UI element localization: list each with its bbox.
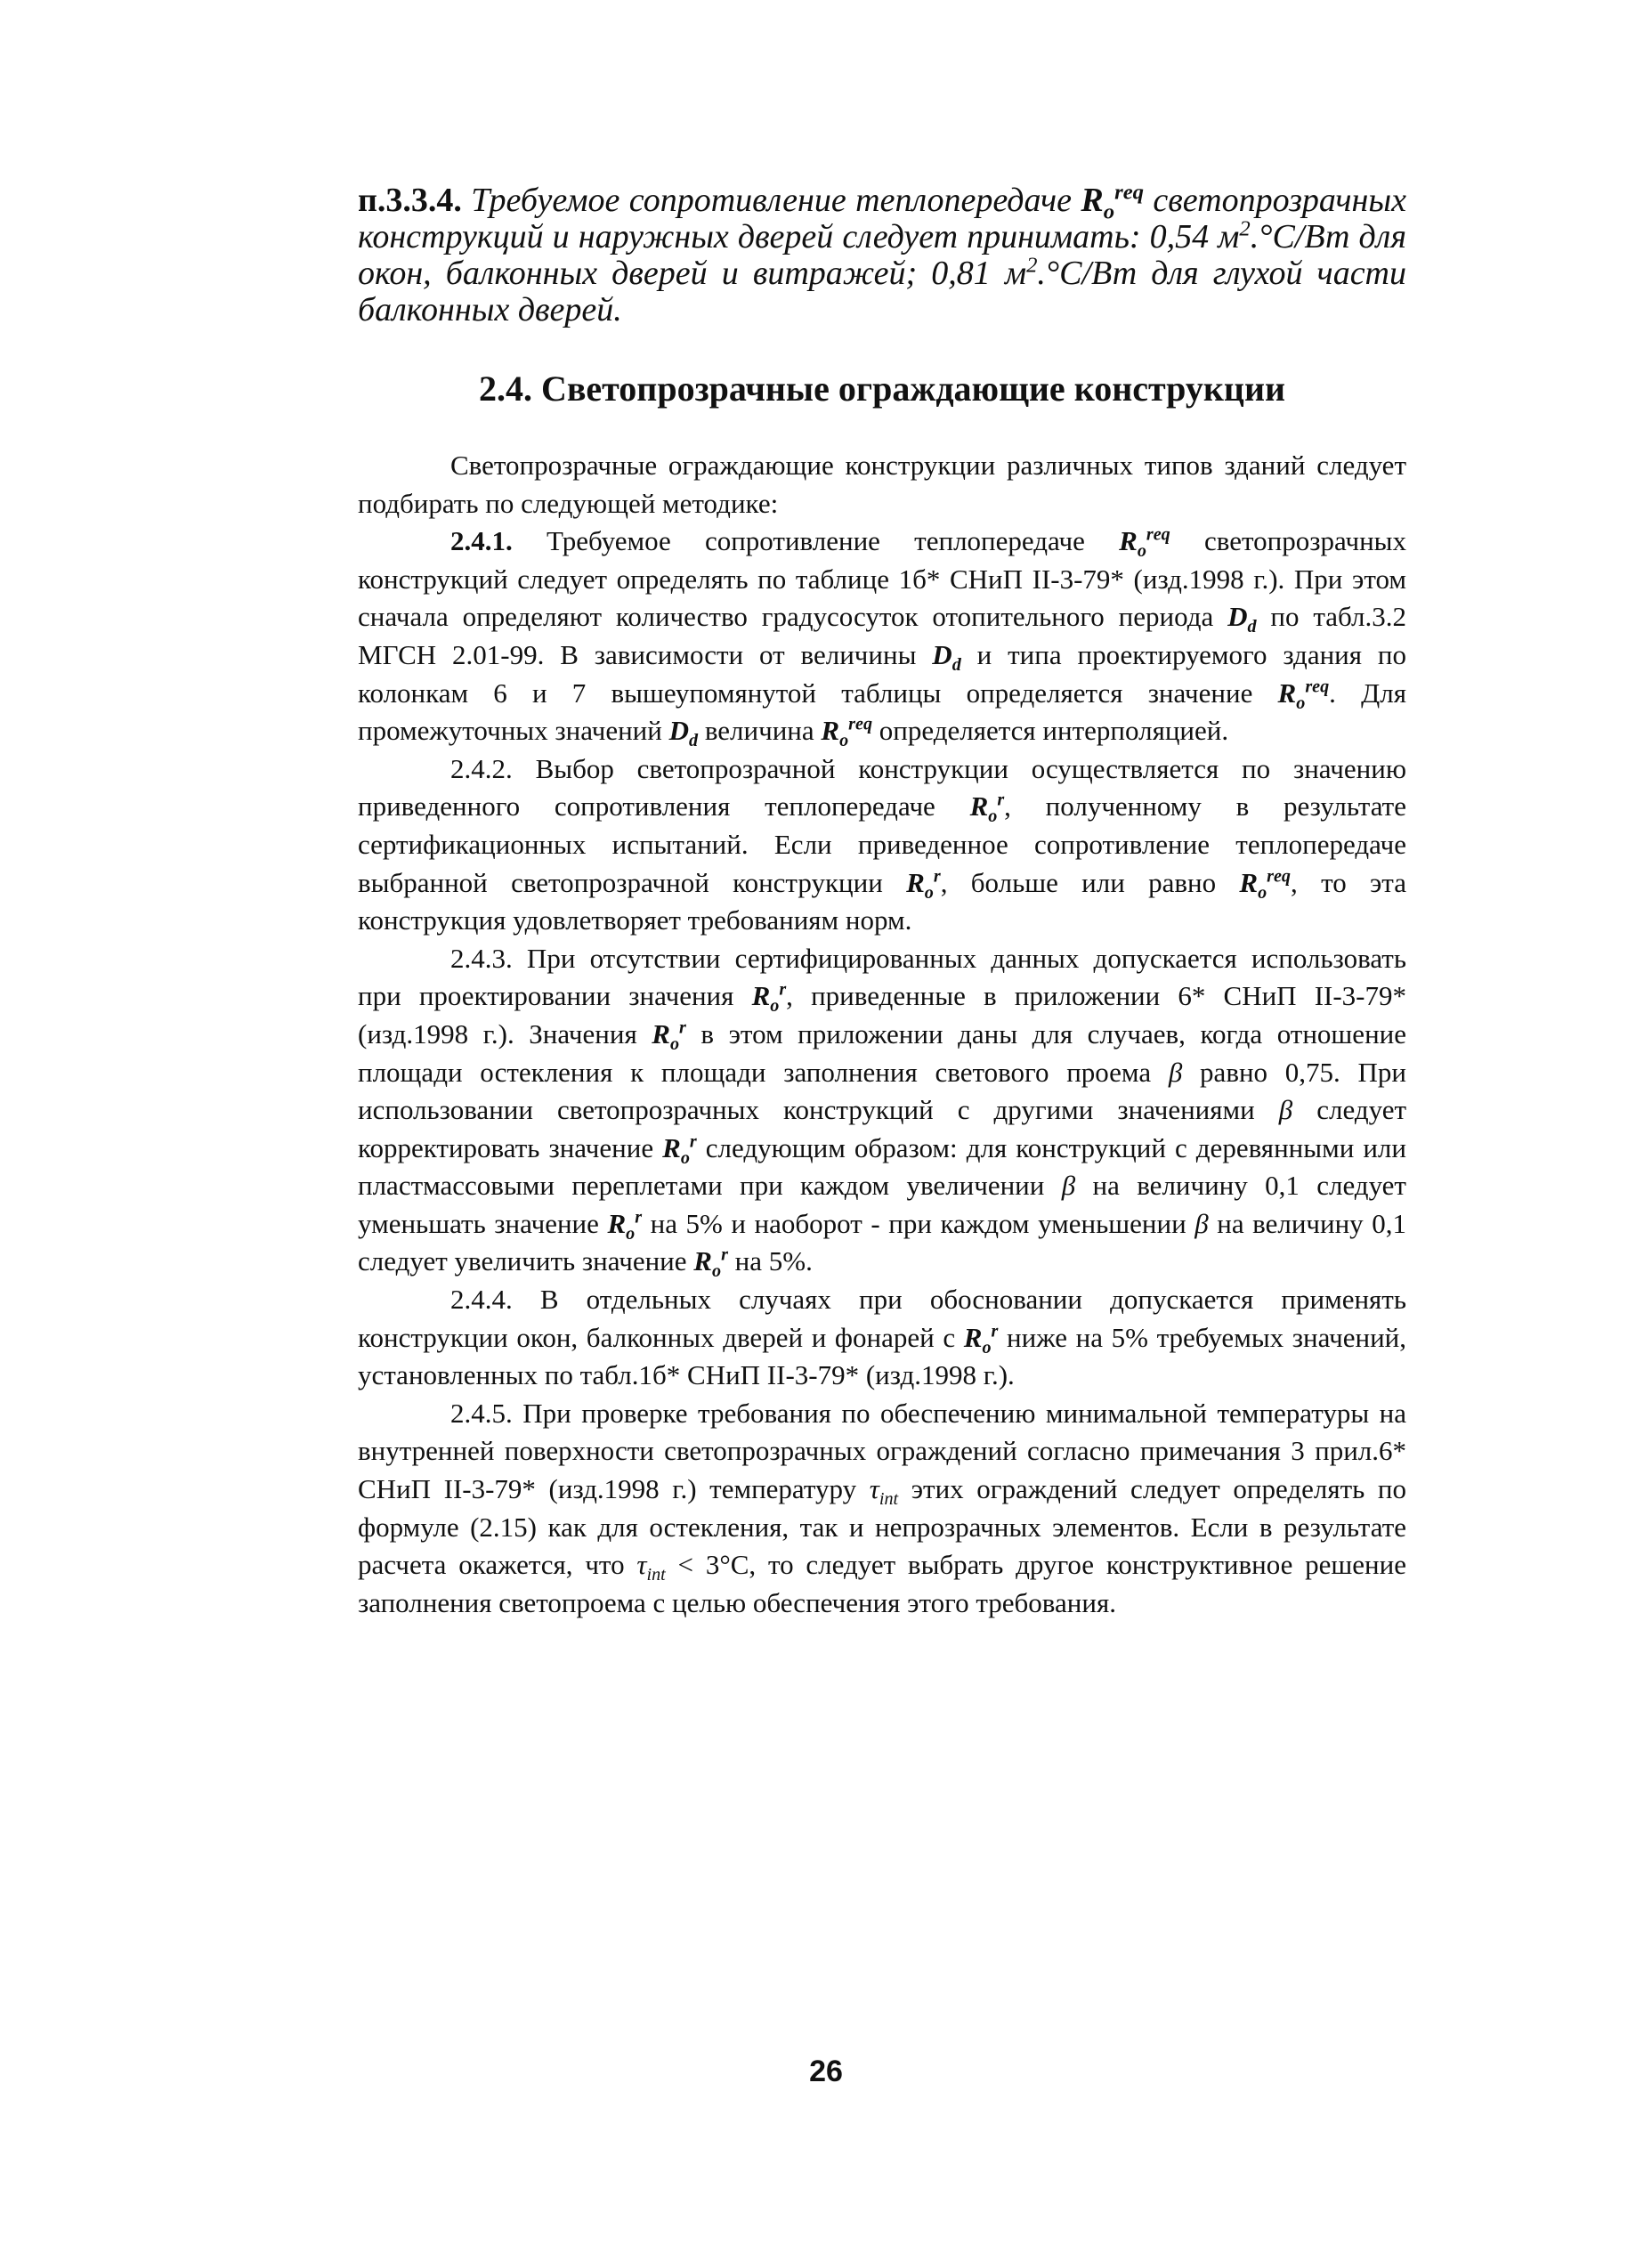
paragraph-number: 2.4.3.	[450, 942, 513, 974]
section-intro: Светопрозрачные ограждающие конструкции различных типов зданий следует подбирать по следующей методике:	[358, 450, 1406, 519]
clause-number: п.3.3.4.	[358, 182, 462, 219]
paragraph-number: 2.4.5.	[450, 1397, 513, 1429]
symbol-r-r: $R_o^r$	[662, 1131, 697, 1168]
page-number: 26	[809, 2055, 843, 2088]
symbol-r-r: $R_o^r$	[751, 979, 787, 1017]
paragraph-number: 2.4.4.	[450, 1284, 513, 1316]
paragraph-2-4-3: 2.4.3. При отсутствии сертифицированных данных допускается использовать при проектировании значения $R_o^r$, приведенные в приложении 6* СНиП II-3-79* (изд.1998 г.). Значения $R_o^r$ в этом приложении даны для случаев, когда отношение площади остекления к площади заполнения светового проема β равно 0,75. При использовании светопрозрачных конструкций с другими значениями β следует корректировать значение $R_o^r$ следующим образом: для конструкций с деревянными или пластмассовыми переплетами при каждом увеличении β на величину 0,1 следует уменьшать значение $R_o^r$ на 5% и наоборот - при каждом уменьшении β на величину 0,1 следует увеличить значение $R_o^r$ на 5%.	[358, 942, 1407, 1282]
text: светопрозрачных конструкций и наружных дверей следует принимать: 0,54 м	[358, 182, 1406, 255]
symbol-tau-int: $\tau_{int}$	[636, 1549, 666, 1585]
symbol-r-r: $R_o^r$	[963, 1321, 999, 1358]
symbol-d-d: $D_d$	[668, 715, 699, 751]
paragraph-number: 2.4.2.	[450, 752, 513, 784]
symbol-r-req: $R_o^{req}$	[821, 714, 873, 751]
symbol-r-req: $R_o^{req}$	[1081, 180, 1145, 224]
square-superscript: 2	[1239, 216, 1251, 241]
clause-3-3-4	[358, 182, 1406, 328]
symbol-d-d: $D_d$	[932, 638, 961, 676]
symbol-r-req: $R_o^{req}$	[1277, 677, 1330, 713]
section-heading: 2.4. Светопрозрачные ограждающие конструкции	[478, 369, 1286, 409]
symbol-r-req: $R_o^{req}$	[1239, 866, 1292, 903]
paragraph-2-4-5: 2.4.5. При проверке требования по обеспечению минимальной температуры на внутренней поверхности светопрозрачных ограждений согласно примечания 3 прил.6* СНиП II-3-79* (изд.1998 г.) температуру $\tau_{int}$ этих ограждений следует определять по формуле (2.15) как для остекления, так и непрозрачных элементов. Если в результате расчета окажется, что $\tau_{int} < 3^\circ С$, то следует выбрать другое конструктивное решение заполнения светопроема с целью обеспечения этого требования.	[358, 1397, 1406, 1618]
paragraph-2-4-2: 2.4.2. Выбор светопрозрачной конструкции осуществляется по значению приведенного сопротивления теплопередаче $R_o^r$, полученному в результате сертификационных испытаний. Если приведенное сопротивление теплопередаче выбранной светопрозрачной конструкции $R_o^r$, больше или равно $R_o^{req}$, то эта конструкция удовлетворяет требованиям норм.	[358, 752, 1406, 936]
symbol-beta: β	[1194, 1207, 1209, 1239]
symbol-r-r: $R_o^r$	[906, 866, 941, 903]
symbol-beta: β	[1168, 1056, 1183, 1088]
paragraph-2-4-1: 2.4.1. Требуемое сопротивление теплопередаче $R_o^{req}$ светопрозрачных конструкций следует определять по таблице 1б* СНиП II-3-79* (изд.1998 г.). При этом сначала определяют количество градусосуток отопительного периода $D_d$ по табл.3.2 МГСН 2.01-99. В зависимости от величины $D_d$ и типа проектируемого здания по колонкам 6 и 7 вышеупомянутой таблицы определяется значение $R_o^{req}$. Для промежуточных значений $D_d$ величина $R_o^{req}$ определяется интерполяцией.	[358, 524, 1406, 751]
symbol-r-r: $R_o^r$	[693, 1245, 728, 1282]
symbol-tau-int: $\tau_{int}$	[869, 1473, 899, 1510]
symbol-beta: β	[1278, 1094, 1293, 1126]
text: .°С/Вт для глухой части балконных дверей.	[358, 255, 1406, 328]
text: Требуемое сопротивление теплопередаче	[461, 182, 1081, 219]
symbol-r-r: $R_o^r$	[652, 1017, 686, 1055]
square-superscript: 2	[1026, 253, 1038, 278]
text: .°С/Вт для окон, балконных дверей и витражей; 0,81 м	[358, 218, 1406, 292]
paragraph-2-4-4: 2.4.4. В отдельных случаях при обосновании допускается применять конструкции окон, балконных дверей и фонарей с $R_o^r$ ниже на 5% требуемых значений, установленных по табл.1б* СНиП II-3-79* (изд.1998 г.).	[358, 1284, 1407, 1391]
symbol-d-d: $D_d$	[1227, 601, 1257, 637]
symbol-beta: β	[1061, 1170, 1076, 1202]
page-content	[358, 182, 1406, 1622]
paragraph-number: 2.4.1.	[450, 525, 513, 557]
symbol-r-req: $R_o^{req}$	[1119, 524, 1170, 562]
symbol-r-r: $R_o^r$	[607, 1207, 643, 1244]
symbol-r-r: $R_o^r$	[969, 790, 1005, 827]
